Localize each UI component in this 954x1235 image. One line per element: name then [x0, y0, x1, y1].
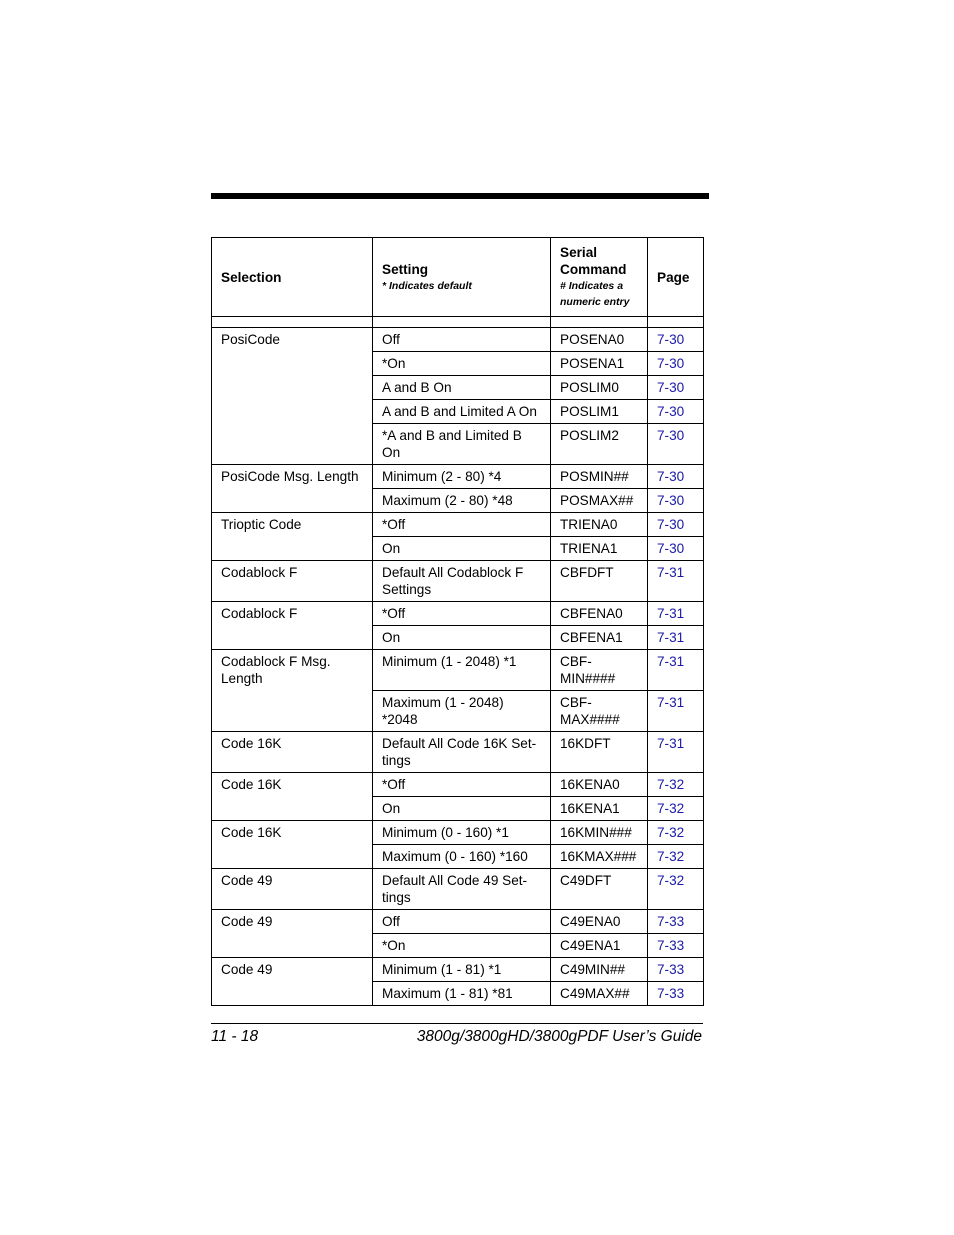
header-setting-label: Setting [382, 261, 429, 277]
cell-serial-command: 16KMAX### [551, 845, 648, 869]
footer-rule [211, 1023, 703, 1024]
cell-setting: Default All Codablock F Settings [373, 561, 551, 602]
cell-setting: Minimum (2 - 80) *4 [373, 465, 551, 489]
page-link[interactable]: 7-32 [657, 777, 685, 792]
table-row [212, 773, 704, 797]
cell-page [648, 376, 704, 400]
cell-serial-command: CBFENA0 [551, 602, 648, 626]
header-page: Page [648, 238, 704, 317]
cell-serial-command: C49MAX## [551, 982, 648, 1006]
page-link[interactable]: 7-33 [657, 962, 685, 977]
cell-setting: Off [373, 328, 551, 352]
cell-serial-command: POSMAX## [551, 489, 648, 513]
table-row [212, 465, 704, 489]
cell-setting: *Off [373, 602, 551, 626]
header-selection: Selection [212, 238, 373, 317]
page-link[interactable]: 7-32 [657, 873, 685, 888]
page-link[interactable]: 7-32 [657, 825, 685, 840]
cell-setting: Maximum (1 - 81) *81 [373, 982, 551, 1006]
page-link[interactable]: 7-30 [657, 493, 685, 508]
cell-page [648, 732, 704, 773]
page-link[interactable]: 7-31 [657, 654, 685, 669]
cell-setting: Off [373, 910, 551, 934]
cell-selection: Code 16K [212, 773, 373, 821]
cell-selection: Codablock F [212, 561, 373, 602]
cell-serial-command: C49ENA1 [551, 934, 648, 958]
table-row [212, 869, 704, 910]
cell-page [648, 691, 704, 732]
page-link[interactable]: 7-33 [657, 938, 685, 953]
cell-serial-command: POSLIM2 [551, 424, 648, 465]
page-link[interactable]: 7-32 [657, 849, 685, 864]
cell-page [648, 424, 704, 465]
page-link[interactable]: 7-30 [657, 428, 685, 443]
cell-page [648, 328, 704, 352]
header-serial-note: # Indicates a numeric entry [560, 280, 630, 308]
table-row [212, 602, 704, 626]
cell-page [648, 602, 704, 626]
header-rule [211, 193, 709, 199]
cell-page [648, 650, 704, 691]
cell-setting: On [373, 797, 551, 821]
cell-setting: Maximum (0 - 160) *160 [373, 845, 551, 869]
cell-serial-command: CBF-MIN#### [551, 650, 648, 691]
cell-setting: A and B and Limited A On [373, 400, 551, 424]
cell-setting: On [373, 626, 551, 650]
cell-setting: On [373, 537, 551, 561]
table-row [212, 958, 704, 982]
page-link[interactable]: 7-33 [657, 914, 685, 929]
page-link[interactable]: 7-31 [657, 630, 685, 645]
cell-selection: PosiCode [212, 328, 373, 465]
cell-page [648, 513, 704, 537]
page-link[interactable]: 7-30 [657, 332, 685, 347]
table-row [212, 513, 704, 537]
cell-selection: Code 49 [212, 869, 373, 910]
cell-page [648, 869, 704, 910]
table-header-row [212, 238, 704, 317]
cell-serial-command: POSENA1 [551, 352, 648, 376]
page-link[interactable]: 7-30 [657, 404, 685, 419]
cell-setting: Maximum (1 - 2048) *2048 [373, 691, 551, 732]
cell-serial-command: C49ENA0 [551, 910, 648, 934]
cell-page [648, 400, 704, 424]
cell-page [648, 934, 704, 958]
page-link[interactable]: 7-31 [657, 565, 685, 580]
table-row [212, 821, 704, 845]
header-setting-note: * Indicates default [382, 279, 472, 292]
page-link[interactable]: 7-30 [657, 541, 685, 556]
cell-serial-command: CBFENA1 [551, 626, 648, 650]
cell-page [648, 773, 704, 797]
page-link[interactable]: 7-33 [657, 986, 685, 1001]
page-link[interactable]: 7-30 [657, 517, 685, 532]
cell-selection: Codablock F Msg. Length [212, 650, 373, 732]
cell-setting: Minimum (0 - 160) *1 [373, 821, 551, 845]
cell-serial-command: CBFDFT [551, 561, 648, 602]
cell-page [648, 821, 704, 845]
cell-serial-command: POSMIN## [551, 465, 648, 489]
cell-selection: Code 16K [212, 732, 373, 773]
page-link[interactable]: 7-32 [657, 801, 685, 816]
cell-selection: Trioptic Code [212, 513, 373, 561]
cell-selection: Codablock F [212, 602, 373, 650]
header-setting [373, 238, 551, 317]
cell-serial-command: C49MIN## [551, 958, 648, 982]
cell-setting: *Off [373, 773, 551, 797]
cell-setting: Maximum (2 - 80) *48 [373, 489, 551, 513]
page-link[interactable]: 7-30 [657, 356, 685, 371]
cell-page [648, 982, 704, 1006]
cell-setting: Default All Code 49 Set-tings [373, 869, 551, 910]
cell-page [648, 797, 704, 821]
cell-serial-command: POSLIM1 [551, 400, 648, 424]
table-row [212, 561, 704, 602]
cell-page [648, 910, 704, 934]
cell-serial-command: TRIENA0 [551, 513, 648, 537]
table-row [212, 328, 704, 352]
table-row [212, 732, 704, 773]
header-serial-command [551, 238, 648, 317]
cell-page [648, 958, 704, 982]
cell-page [648, 561, 704, 602]
cell-serial-command: 16KENA1 [551, 797, 648, 821]
cell-serial-command: C49DFT [551, 869, 648, 910]
cell-page [648, 352, 704, 376]
page-link[interactable]: 7-30 [657, 469, 685, 484]
cell-setting: Minimum (1 - 81) *1 [373, 958, 551, 982]
cell-setting: A and B On [373, 376, 551, 400]
cell-page [648, 537, 704, 561]
cell-setting: *On [373, 934, 551, 958]
cell-page [648, 845, 704, 869]
cell-serial-command: CBF-MAX#### [551, 691, 648, 732]
cell-setting: *A and B and Limited B On [373, 424, 551, 465]
cell-page [648, 489, 704, 513]
cell-serial-command: TRIENA1 [551, 537, 648, 561]
cell-serial-command: 16KENA0 [551, 773, 648, 797]
page-link[interactable]: 7-31 [657, 606, 685, 621]
table-row [212, 650, 704, 691]
cell-page [648, 626, 704, 650]
cell-selection: Code 49 [212, 910, 373, 958]
header-serial-command-label: Serial Command [560, 245, 627, 277]
cell-selection: Code 49 [212, 958, 373, 1006]
cell-setting: Minimum (1 - 2048) *1 [373, 650, 551, 691]
cell-setting: *Off [373, 513, 551, 537]
footer-page-number: 11 - 18 [211, 1028, 259, 1045]
cell-page [648, 465, 704, 489]
footer-guide-title: 3800g/3800gHD/3800gPDF User’s Guide [416, 1028, 702, 1045]
cell-serial-command: POSENA0 [551, 328, 648, 352]
page-link[interactable]: 7-31 [657, 736, 685, 751]
cell-serial-command: 16KDFT [551, 732, 648, 773]
page-link[interactable]: 7-30 [657, 380, 685, 395]
cell-selection: Code 16K [212, 821, 373, 869]
table-row [212, 910, 704, 934]
table-spacer-row [212, 317, 704, 328]
cell-setting: *On [373, 352, 551, 376]
cell-serial-command: POSLIM0 [551, 376, 648, 400]
cell-setting: Default All Code 16K Set-tings [373, 732, 551, 773]
cell-serial-command: 16KMIN### [551, 821, 648, 845]
cell-selection: PosiCode Msg. Length [212, 465, 373, 513]
serial-command-table [211, 237, 704, 1006]
page-link[interactable]: 7-31 [657, 695, 685, 710]
table-body [212, 317, 704, 1006]
